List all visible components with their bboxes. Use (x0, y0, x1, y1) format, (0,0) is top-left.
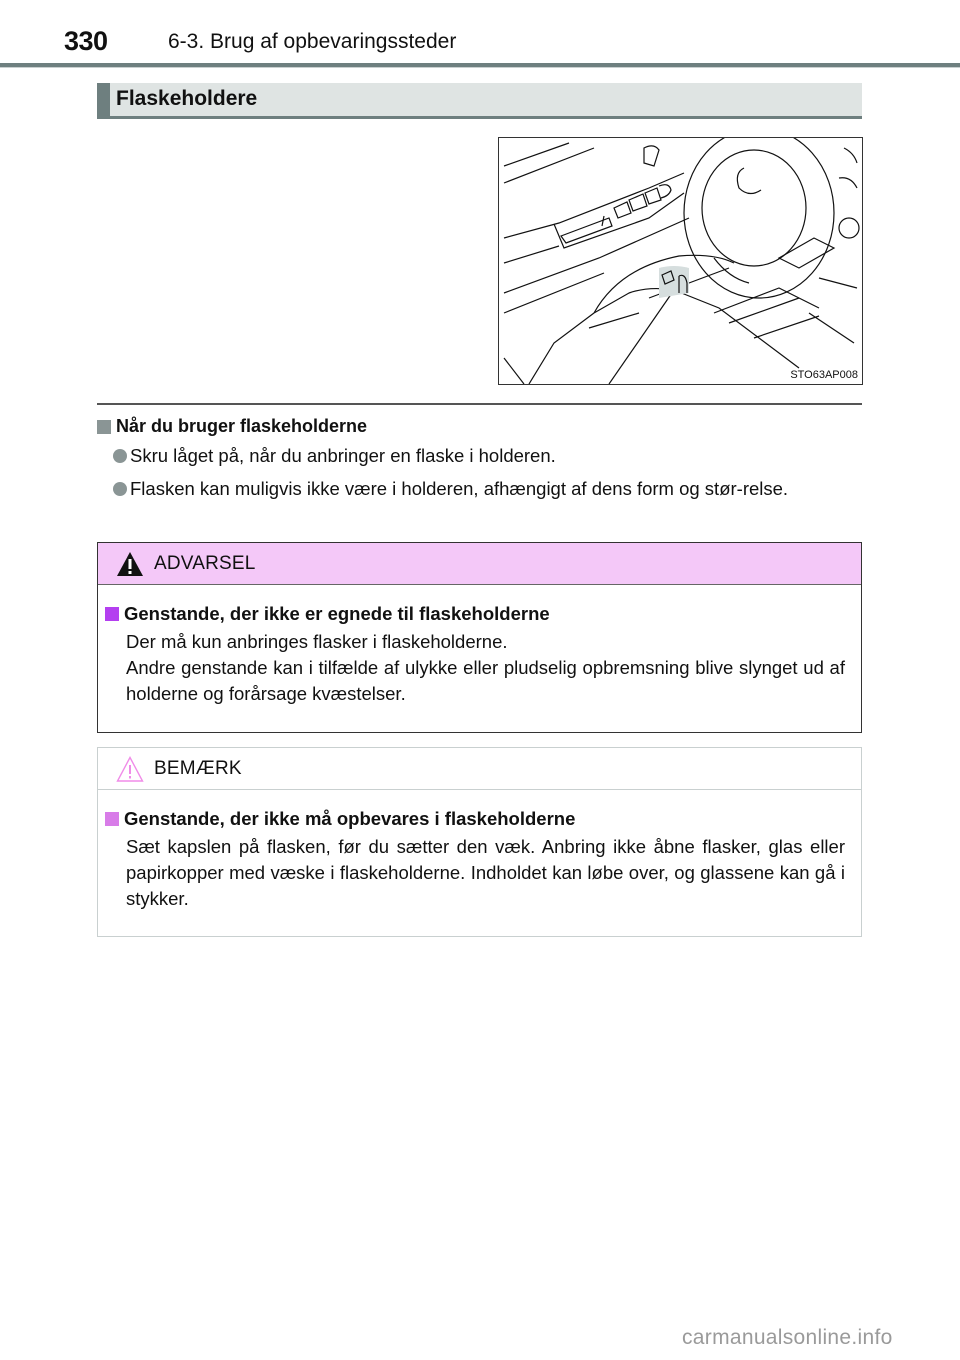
pink-square-icon (105, 812, 119, 826)
purple-square-icon (105, 607, 119, 621)
caution-triangle-icon (116, 756, 144, 782)
usage-heading-text: Når du bruger flaskeholderne (116, 416, 368, 436)
notice-text: Sæt kapslen på flasken, før du sætter den væk. Anbring ikke åbne flasker, glas eller papirkopper med væske i flaskeholderne. Indholdet kan løbe over, og glassene kan gå i stykker. (126, 836, 845, 909)
chapter-title: 6-3. Brug af opbevaringssteder (168, 30, 457, 53)
figure-code: STO63AP008 (790, 369, 858, 381)
bullet-text: Flasken kan muligvis ikke være i holderen, afhængigt af dens form og stør-relse. (130, 478, 789, 499)
usage-heading (97, 416, 367, 437)
section-title-bar (97, 83, 862, 119)
list-item (113, 444, 861, 468)
warning-header (98, 543, 861, 585)
warning-title-text: Genstande, der ikke er egnede til flaskeholderne (124, 603, 550, 624)
header-rule (0, 63, 960, 68)
gray-square-icon (97, 420, 111, 434)
warning-text-line-1: Der må kun anbringes flasker i flaskeholderne. (126, 631, 508, 652)
notice-label: BEMÆRK (154, 757, 242, 779)
warning-label: ADVARSEL (154, 552, 256, 574)
notice-title-text: Genstande, der ikke må opbevares i flaskeholderne (124, 808, 576, 829)
page-header (0, 0, 960, 68)
bottle-holder-illustration (498, 137, 863, 385)
bullet-text: Skru låget på, når du anbringer en flaske i holderen. (130, 445, 556, 466)
bullet-dot-icon (113, 449, 127, 463)
warning-title (105, 603, 845, 625)
warning-text-line-2: Andre genstande kan i tilfælde af ulykke eller pludselig opbremsning blive slynget ud af holderne og forårsage kvæstelser. (126, 657, 845, 704)
list-item (113, 477, 861, 501)
notice-callout (97, 747, 862, 937)
watermark: carmanualsonline.info (682, 1326, 893, 1349)
warning-body (98, 585, 861, 707)
notice-header (98, 748, 861, 790)
page-number: 330 (64, 26, 108, 56)
section-divider (97, 403, 862, 405)
section-title: Flaskeholdere (116, 87, 258, 110)
bullet-dot-icon (113, 482, 127, 496)
notice-title (105, 808, 845, 830)
notice-body (98, 790, 861, 912)
section-title-accent (97, 83, 110, 119)
usage-bullet-list (113, 444, 861, 510)
warning-callout (97, 542, 862, 733)
car-interior-line-drawing (499, 138, 862, 384)
warning-triangle-icon (116, 551, 144, 577)
warning-text (105, 629, 845, 707)
